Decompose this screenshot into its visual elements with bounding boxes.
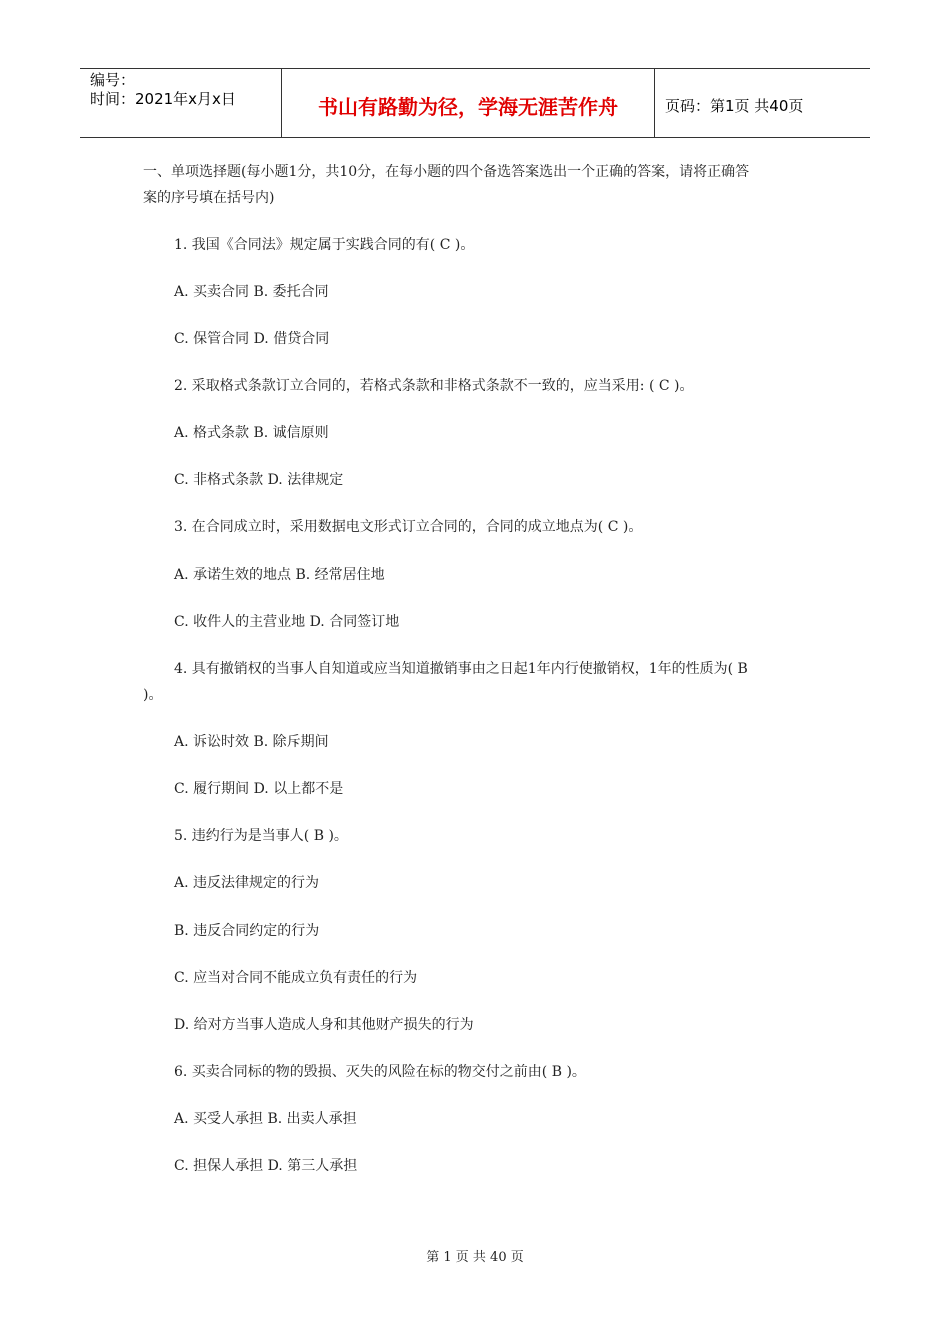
header-meta — [80, 69, 282, 137]
question-1-options-cd: C. 保管合同 D. 借贷合同 — [174, 331, 330, 347]
question-1-options-ab: A. 买卖合同 B. 委托合同 — [174, 284, 329, 300]
question-4-options-ab: A. 诉讼时效 B. 除斥期间 — [174, 734, 329, 750]
question-6-options-cd: C. 担保人承担 D. 第三人承担 — [174, 1158, 358, 1174]
page-header — [80, 68, 870, 138]
question-4: 4. 具有撤销权的当事人自知道或应当知道撤销事由之日起1年内行使撤销权，1年的性质为( B — [174, 661, 748, 677]
question-6-options-ab: A. 买受人承担 B. 出卖人承担 — [174, 1111, 357, 1127]
question-3-options-ab: A. 承诺生效的地点 B. 经常居住地 — [174, 567, 385, 583]
question-5: 5. 违约行为是当事人( B )。 — [174, 828, 348, 844]
page-footer: 第 1 页 共 40 页 — [426, 1250, 524, 1265]
question-2-options-cd: C. 非格式条款 D. 法律规定 — [174, 472, 344, 488]
header-motto: 书山有路勤为径，学海无涯苦作舟 — [282, 69, 655, 137]
question-6: 6. 买卖合同标的物的毁损、灭失的风险在标的物交付之前由( B )。 — [174, 1064, 586, 1080]
question-1: 1. 我国《合同法》规定属于实践合同的有( C )。 — [174, 237, 475, 253]
document-date: 时间：2021年x月x日 — [90, 90, 236, 108]
question-5-option-b: B. 违反合同约定的行为 — [174, 923, 320, 939]
question-5-option-d: D. 给对方当事人造成人身和其他财产损失的行为 — [174, 1017, 474, 1033]
question-2: 2. 采取格式条款订立合同的，若格式条款和非格式条款不一致的，应当采用: ( C )。 — [174, 378, 694, 394]
header-page-info: 页码：第1页 共40页 — [665, 96, 804, 115]
section-heading-cont: 案的序号填在括号内) — [143, 190, 275, 206]
question-4-options-cd: C. 履行期间 D. 以上都不是 — [174, 781, 344, 797]
question-4-cont: )。 — [143, 687, 163, 703]
question-5-option-a: A. 违反法律规定的行为 — [174, 875, 320, 891]
question-3-options-cd: C. 收件人的主营业地 D. 合同签订地 — [174, 614, 400, 630]
question-2-options-ab: A. 格式条款 B. 诚信原则 — [174, 425, 329, 441]
document-number-label: 编号： — [90, 71, 136, 89]
question-3: 3. 在合同成立时，采用数据电文形式订立合同的，合同的成立地点为( C )。 — [174, 519, 643, 535]
section-heading: 一、单项选择题(每小题1分，共10分，在每小题的四个备选答案选出一个正确的答案，请将正确答 — [143, 164, 750, 180]
question-5-option-c: C. 应当对合同不能成立负有责任的行为 — [174, 970, 418, 986]
